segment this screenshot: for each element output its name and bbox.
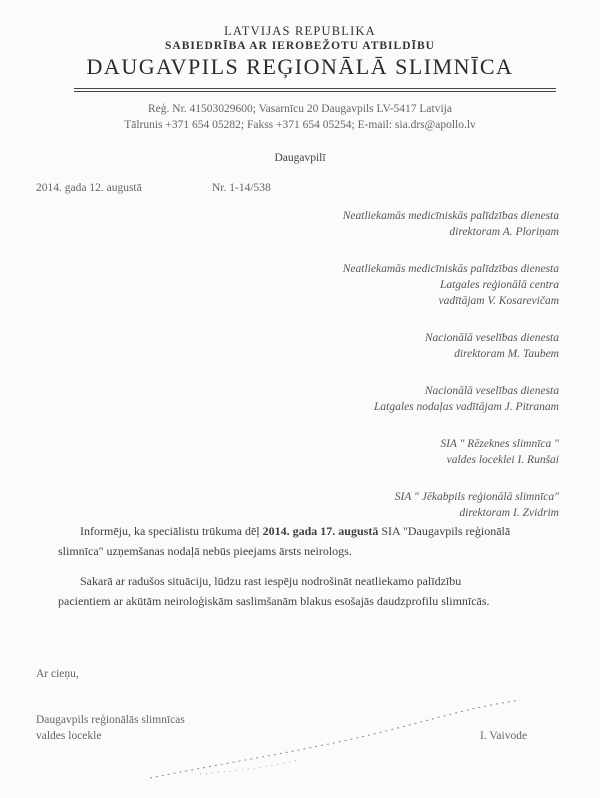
- header-country: LATVIJAS REPUBLIKA: [224, 24, 376, 38]
- recipient-line: direktoram M. Taubem: [454, 348, 559, 360]
- recipient-line: vadītājam V. Kosarevičam: [438, 295, 559, 307]
- recipient-line: direktoram A. Ploriņam: [449, 226, 559, 238]
- letter-place: Daugavpilī: [274, 152, 326, 164]
- body-line: Sakarā ar radušos situāciju, lūdzu rast iespēju nodrošināt neatliekamo palīdzību: [80, 574, 462, 588]
- recipient-line: SIA " Rēzeknes slimnīca ": [440, 438, 559, 450]
- recipient-line: Nacionālā veselības dienesta: [424, 385, 559, 397]
- recipient-line: Latgales nodaļas vadītājam J. Pitranam: [374, 401, 559, 413]
- contact-address: Reģ. Nr. 41503029600; Vasarnīcu 20 Daugavpils LV-5417 Latvija: [148, 103, 452, 115]
- recipient-line: valdes loceklei I. Runšai: [446, 454, 559, 466]
- signatory-line: valdes loceklе: [36, 730, 102, 742]
- recipient-line: SIA " Jēkabpils reģionālā slimnīca": [394, 491, 559, 503]
- letter-date: 2014. gada 12. augustā: [36, 182, 142, 194]
- signatory-line: Daugavpils reģionālās slimnīcas: [36, 714, 185, 726]
- recipient-line: direktoram I. Zvidrim: [459, 507, 559, 519]
- letter-number: Nr. 1-14/538: [212, 182, 271, 194]
- contact-phone-email: Tālrunis +371 654 05282; Fakss +371 654 05254; E-mail: sia.drs@apollo.lv: [124, 119, 476, 131]
- header-organization-name: DAUGAVPILS REĢIONĀLĀ SLIMNĪCA: [86, 54, 514, 79]
- recipient-line: Latgales reģionālā centra: [439, 279, 559, 291]
- body-line: pacientiem ar akūtām neiroloģiskām saslimšanām blakus esošajās daudzprofilu slimnīcās.: [58, 594, 490, 608]
- signatory-name: I. Vaivode: [480, 730, 528, 742]
- body-text: Informēju, ka speciālistu trūkuma dēļ: [80, 524, 263, 538]
- body-date-emphasis: 2014. gada 17. augustā: [262, 524, 379, 538]
- body-line: slimnīca" uzņemšanas nodaļā nebūs pieejams ārsts neirologs.: [58, 544, 352, 558]
- recipient-line: Neatliekamās medicīniskās palīdzības dienesta: [342, 210, 559, 222]
- closing-salutation: Ar cieņu,: [36, 668, 79, 680]
- header-company-type: SABIEDRĪBA AR IEROBEŽOTU ATBILDĪBU: [165, 40, 435, 52]
- body-text: SIA "Daugavpils reģionālā: [378, 524, 511, 538]
- recipient-line: Neatliekamās medicīniskās palīdzības dienesta: [342, 263, 559, 275]
- recipient-line: Nacionālā veselības dienesta: [424, 332, 559, 344]
